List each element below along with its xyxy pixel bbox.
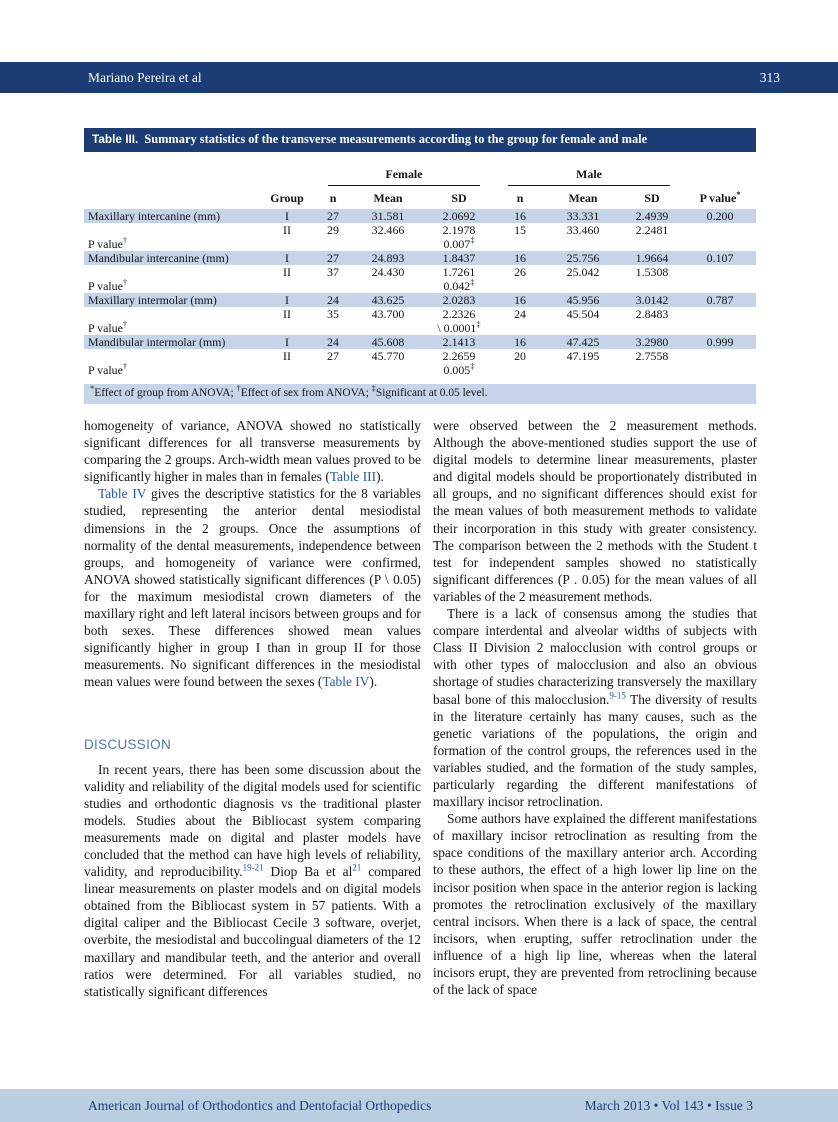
table-cell [546, 321, 620, 335]
journal-footer [0, 1089, 838, 1122]
table-cell [260, 279, 314, 293]
table-cell: 2.1413 [424, 335, 494, 349]
table-cell [620, 279, 684, 293]
table-cell: Maxillary intermolar (mm) [84, 293, 260, 307]
table-cell [352, 237, 424, 251]
table-row [84, 293, 756, 307]
table-cell: P value† [88, 321, 128, 335]
table-cell: 47.195 [566, 349, 600, 363]
text-segment: In recent years, there has been some discussion about the validity and reliability of the digital models used for scientific studies and orthodontic diagnosis vs the traditional plaster models. Studies about the Bibliocast system comparing measurements made on digital and plaster models have concluded that the method can have high levels of reliability, validity, and reproducibility. [84, 761, 421, 880]
table-cell: 0.200 [684, 209, 756, 223]
table-cell [684, 237, 756, 251]
table-cell: 2.1978 [442, 223, 476, 237]
table-title-label: Table III. [92, 132, 139, 146]
table-cell: I [260, 293, 314, 307]
table-cell: 20 [514, 349, 526, 363]
table-cell: 0.107 [684, 251, 756, 265]
right-column [433, 417, 757, 998]
table-cell [684, 307, 756, 321]
table-cell [546, 237, 620, 251]
text-segment: were observed between the 2 measurement methods. Although the above-mentioned studies support the use of digital models to determine linear measurements, plaster and digital models should be proportionately distributed in all groups, and no significant differences should exist for the mean values of both measurement methods to validate their incorporation in this study with greater consistency. The comparison between the 2 methods with the Student t test for independent samples showed no statistically significant differences (P . 0.05) for the mean values of all variables of the 2 measurement methods. [433, 418, 757, 604]
table-cell: II [283, 349, 291, 363]
table-row [84, 321, 756, 335]
journal-title: American Journal of Orthodontics and Dentofacial Orthopedics [88, 1097, 432, 1113]
table-title [84, 128, 756, 152]
paragraph [84, 485, 421, 690]
discussion-paragraphs [84, 761, 421, 1000]
table-cell: 45.770 [371, 349, 405, 363]
table-cell [684, 363, 756, 377]
table-cell [352, 321, 424, 335]
table-cell: 32.466 [371, 223, 405, 237]
table-cell [494, 321, 546, 335]
table-row [84, 265, 756, 279]
column-header: SD [644, 191, 660, 205]
table-iii-block [84, 128, 756, 404]
column-header [84, 186, 260, 209]
table-cell: 1.7261 [442, 265, 476, 279]
reference-link[interactable]: Table IV [322, 674, 370, 690]
table-cell: 27 [327, 349, 339, 363]
table-cell [352, 279, 424, 293]
text-segment: Some authors have explained the different manifestations of maxillary incisor retroclination as resulting from the space conditions of the maxillary anterior arch. According to these authors, the effect of a high lower lip line on the incisor position when space in the anterior region is lacking promotes the retroclination exclusively of the maxillary central incisors. When there is a lack of space, the central incisors, when erupting, suffer retroclination under the influence of a high lip line, whereas when the lateral incisors erupt, they are prevented from retroclining because of the lack of space [433, 811, 757, 998]
table-body [84, 209, 756, 377]
table-cell [684, 223, 756, 237]
table-cell [620, 237, 684, 251]
table-row [84, 307, 756, 321]
reference-link[interactable]: 19-21 [242, 862, 264, 873]
female-group-header: Female [328, 166, 480, 186]
column-header: Group [270, 191, 304, 205]
table-row [84, 223, 756, 237]
table-cell: 2.2659 [442, 349, 476, 363]
table-cell: 2.7558 [635, 349, 669, 363]
table-cell: P value† [88, 279, 128, 293]
table-cell: \ 0.0001‡ [437, 321, 481, 335]
table-cell: 24 [314, 293, 352, 307]
table-cell: 3.0142 [620, 293, 684, 307]
table-cell: 15 [514, 223, 526, 237]
reference-link[interactable]: Table III [329, 469, 377, 485]
text-segment: Significant at 0.05 level. [375, 387, 488, 399]
male-group-header: Male [508, 166, 670, 186]
table-cell: 2.4939 [620, 209, 684, 223]
paragraph [84, 417, 421, 485]
reference-link[interactable]: 9-15 [609, 690, 626, 701]
table-cell: 37 [327, 265, 339, 279]
table-cell: 2.2481 [635, 223, 669, 237]
reference-link[interactable]: 21 [352, 862, 362, 873]
paragraph [433, 605, 757, 810]
table-row [84, 279, 756, 293]
table-cell: 1.5308 [635, 265, 669, 279]
table-cell: 0.005‡ [443, 363, 475, 377]
table-header [84, 152, 756, 209]
table-cell [314, 363, 352, 377]
table-row [84, 363, 756, 377]
table-cell: 25.756 [546, 251, 620, 265]
table-cell: 16 [494, 293, 546, 307]
table-cell [260, 321, 314, 335]
text-segment: Diop Ba et al [263, 864, 353, 880]
table-cell: 24.430 [371, 265, 405, 279]
table-title-text: Summary statistics of the transverse measurements according to the group for female and male [144, 132, 648, 146]
table-cell: 16 [494, 251, 546, 265]
table-cell: Mandibular intercanine (mm) [84, 251, 260, 265]
table-cell: I [260, 209, 314, 223]
right-column-paragraphs [433, 417, 757, 998]
results-paragraphs [84, 417, 421, 691]
table-cell: 29 [327, 223, 339, 237]
table-cell: I [260, 335, 314, 349]
discussion-heading: DISCUSSION [84, 736, 172, 752]
text-segment: gives the descriptive statistics for the 8 variables studied, representing the anterior dental mesiodistal dimensions in the 2 groups. Once the assumptions of normality of the dental measurements, independence between groups, and homogeneity of variance were confirmed, ANOVA showed statistically significant differences (P \ 0.05) for the maximum mesiodistal crown diameters of the maxillary right and left lateral incisors between groups and for both sexes. These differences showed mean values significantly higher in group I than in group II for those measurements. No significant differences in the mesiodistal mean values were found between the sexes ( [84, 486, 421, 690]
table-cell [684, 321, 756, 335]
table-cell: 47.425 [546, 335, 620, 349]
table-cell: 16 [494, 335, 546, 349]
table-cell [494, 279, 546, 293]
table-cell: 24.893 [352, 251, 424, 265]
left-column [84, 417, 421, 1000]
table-cell: II [283, 223, 291, 237]
text-segment: Effect of group from ANOVA; [94, 387, 237, 399]
table-cell: 27 [314, 209, 352, 223]
table-cell: 35 [327, 307, 339, 321]
table-cell: 24 [314, 335, 352, 349]
table-cell [684, 265, 756, 279]
table-cell: 1.9664 [620, 251, 684, 265]
table-cell: Maxillary intercanine (mm) [84, 209, 260, 223]
table-cell: P value† [88, 237, 128, 251]
text-segment: ). [369, 674, 378, 690]
column-header: P value* [699, 189, 741, 205]
column-header: Mean [568, 191, 598, 205]
table-row [84, 335, 756, 349]
group-header-row [84, 152, 756, 186]
paragraph [433, 810, 757, 998]
issue-info: March 2013 • Vol 143 • Issue 3 [584, 1097, 753, 1113]
table-cell: 33.460 [566, 223, 600, 237]
table-cell: 2.0283 [424, 293, 494, 307]
table-cell: 1.8437 [424, 251, 494, 265]
table-row [84, 349, 756, 363]
table-cell: I [260, 251, 314, 265]
table-cell [84, 307, 260, 321]
column-header: n [329, 191, 337, 205]
text-segment: Effect of sex from ANOVA; [240, 387, 372, 399]
table-cell: 0.042‡ [443, 279, 475, 293]
table-cell: 31.581 [352, 209, 424, 223]
paragraph [84, 761, 421, 1000]
table-cell: 2.8483 [635, 307, 669, 321]
table-cell [684, 279, 756, 293]
table-cell [84, 349, 260, 363]
paragraph [433, 417, 757, 605]
column-header: SD [451, 191, 467, 205]
table-cell [260, 237, 314, 251]
table-cell [494, 363, 546, 377]
table-cell: 45.504 [566, 307, 600, 321]
table-cell [494, 237, 546, 251]
table-cell: Mandibular intermolar (mm) [84, 335, 260, 349]
table-cell: 2.0692 [424, 209, 494, 223]
text-segment: compared linear measurements on plaster models and on digital models obtained from the Bibliocast system in 57 patients. With a digital caliper and the Bibliocast Cecile 3 software, overjet, overbite, the mesiodistal and buccolingual diameters of the 12 maxillary and mandibular teeth, and the anterior and overall ratios were determined. For all variables studied, no statistically significant differences [84, 864, 422, 999]
table-cell [620, 321, 684, 335]
text-segment: ). [376, 469, 384, 485]
running-header [0, 62, 838, 93]
reference-link[interactable]: Table IV [98, 486, 147, 502]
table-cell: 24 [514, 307, 526, 321]
table-cell: 45.608 [352, 335, 424, 349]
table-cell: 43.625 [352, 293, 424, 307]
table-row [84, 251, 756, 265]
table-cell [314, 237, 352, 251]
column-header: Mean [373, 191, 403, 205]
table-cell: 43.700 [371, 307, 405, 321]
table-cell [352, 363, 424, 377]
table-cell [260, 363, 314, 377]
table-cell [546, 363, 620, 377]
table-cell: II [283, 265, 291, 279]
table-row [84, 209, 756, 223]
column-header-row [84, 186, 756, 209]
table-cell: 2.2326 [442, 307, 476, 321]
table-row [84, 237, 756, 251]
text-segment: The diversity of results in the literature certainly has many causes, such as the genetic variations of the populations, the origin and formation of the control groups, the references used in the variables studied, and the formation of the study samples, particularly regarding the different manifestations of maxillary incisor retroclination. [433, 691, 757, 810]
table-cell: 45.956 [546, 293, 620, 307]
table-cell [84, 265, 260, 279]
table-cell [546, 279, 620, 293]
table-cell: 33.331 [546, 209, 620, 223]
column-header: n [516, 191, 524, 205]
table-cell: II [283, 307, 291, 321]
table-cell: P value† [88, 363, 128, 377]
table-cell: 16 [494, 209, 546, 223]
text-segment: There is a lack of consensus among the studies that compare interdental and alveolar widths of subjects with Class II Division 2 malocclusion with control groups or with other types of malocclusion and also an obvious shortage of studies characterizing transversely the maxillary basal bone of this malocclusion. [433, 606, 757, 707]
table-cell [684, 349, 756, 363]
author-name: Mariano Pereira et al [88, 69, 202, 85]
table-cell [314, 279, 352, 293]
text-segment: ‡ [371, 383, 376, 394]
table-cell: 3.2980 [620, 335, 684, 349]
table-footnote [84, 384, 756, 404]
summary-statistics-table [84, 152, 756, 377]
text-segment: * [90, 383, 95, 394]
text-segment: † [236, 383, 241, 394]
page-number: 313 [759, 69, 780, 85]
table-cell: 26 [514, 265, 526, 279]
table-cell [84, 223, 260, 237]
table-cell [620, 363, 684, 377]
table-cell [314, 321, 352, 335]
text-segment: homogeneity of variance, ANOVA showed no statistically significant differences for all transverse measurements by comparing the 2 groups. Arch-width mean values proved to be significantly higher in males than in females ( [84, 418, 421, 485]
table-cell: 0.787 [684, 293, 756, 307]
table-cell: 0.007‡ [443, 237, 475, 251]
table-cell: 0.999 [684, 335, 756, 349]
table-cell: 25.042 [566, 265, 600, 279]
table-cell: 27 [314, 251, 352, 265]
